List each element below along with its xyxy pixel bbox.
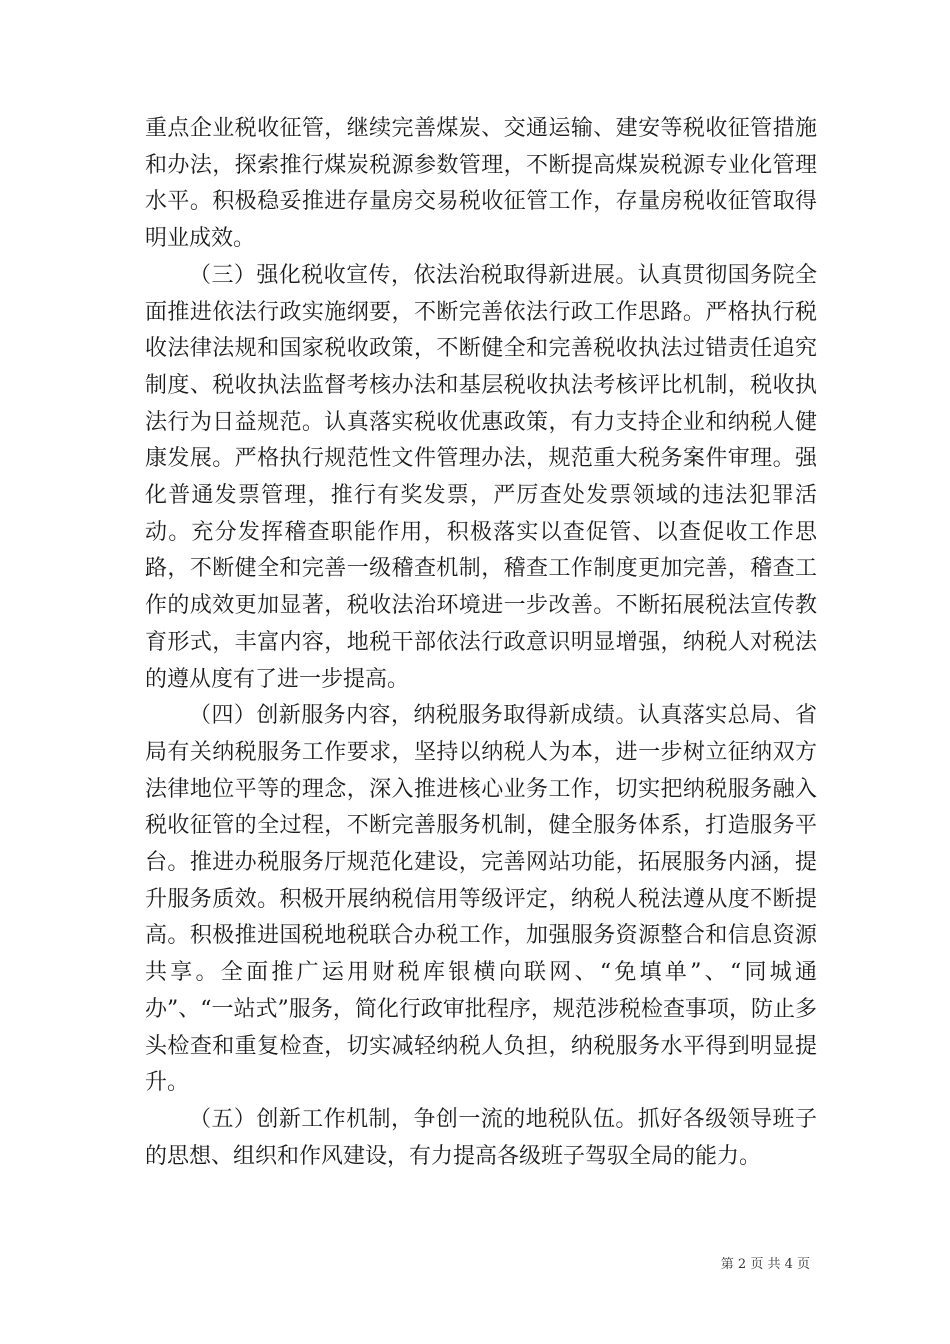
document-body [145, 111, 817, 1175]
paragraph-continuation: 重点企业税收征管，继续完善煤炭、交通运输、建安等税收征管措施和办法，探索推行煤炭税源参数管理，不断提高煤炭税源专业化管理水平。积极稳妥推进存量房交易税收征管工作，存量房税收征管取得明业成效。 [145, 116, 817, 252]
paragraph-section-4: （四）创新服务内容，纳税服务取得新成绩。认真落实总局、省局有关纳税服务工作要求，坚持以纳税人为本，进一步树立征纳双方法律地位平等的理念，深入推进核心业务工作，切实把纳税服务融入税收征管的全过程，不断完善服务机制，健全服务体系，打造服务平台。推进办税服务厅规范化建设，完善网站功能，拓展服务内涵，提升服务质效。积极开展纳税信用等级评定，纳税人税法遵从度不断提高。积极推进国税地税联合办税工作，加强服务资源整合和信息资源共享。全面推广运用财税库银横向联网、“免填单”、“同城通办”、“一站式”服务，简化行政审批程序，规范涉税检查事项，防止多头检查和重复检查，切实减轻纳税人负担，纳税服务水平得到明显提升。 [145, 703, 817, 1096]
page-number-footer: 第 2 页 共 4 页 [720, 1257, 810, 1272]
paragraph-section-3: （三）强化税收宣传，依法治税取得新进展。认真贯彻国务院全面推进依法行政实施纲要，不断完善依法行政工作思路。严格执行税收法律法规和国家税收政策，不断健全和完善税收执法过错责任追究制度、税收执法监督考核办法和基层税收执法考核评比机制，税收执法行为日益规范。认真落实税收优惠政策，有力支持企业和纳税人健康发展。严格执行规范性文件管理办法，规范重大税务案件审理。强化普通发票管理，推行有奖发票，严厉查处发票领域的违法犯罪活动。充分发挥稽查职能作用，积极落实以查促管、以查促收工作思路，不断健全和完善一级稽查机制，稽查工作制度更加完善，稽查工作的成效更加显著，税收法治环境进一步改善。不断拓展税法宣传教育形式，丰富内容，地税干部依法行政意识明显增强，纳税人对税法的遵从度有了进一步提高。 [145, 262, 817, 692]
paragraph-section-5: （五）创新工作机制，争创一流的地税队伍。抓好各级领导班子的思想、组织和作风建设，有力提高各级班子驾驭全局的能力。 [145, 1106, 817, 1169]
